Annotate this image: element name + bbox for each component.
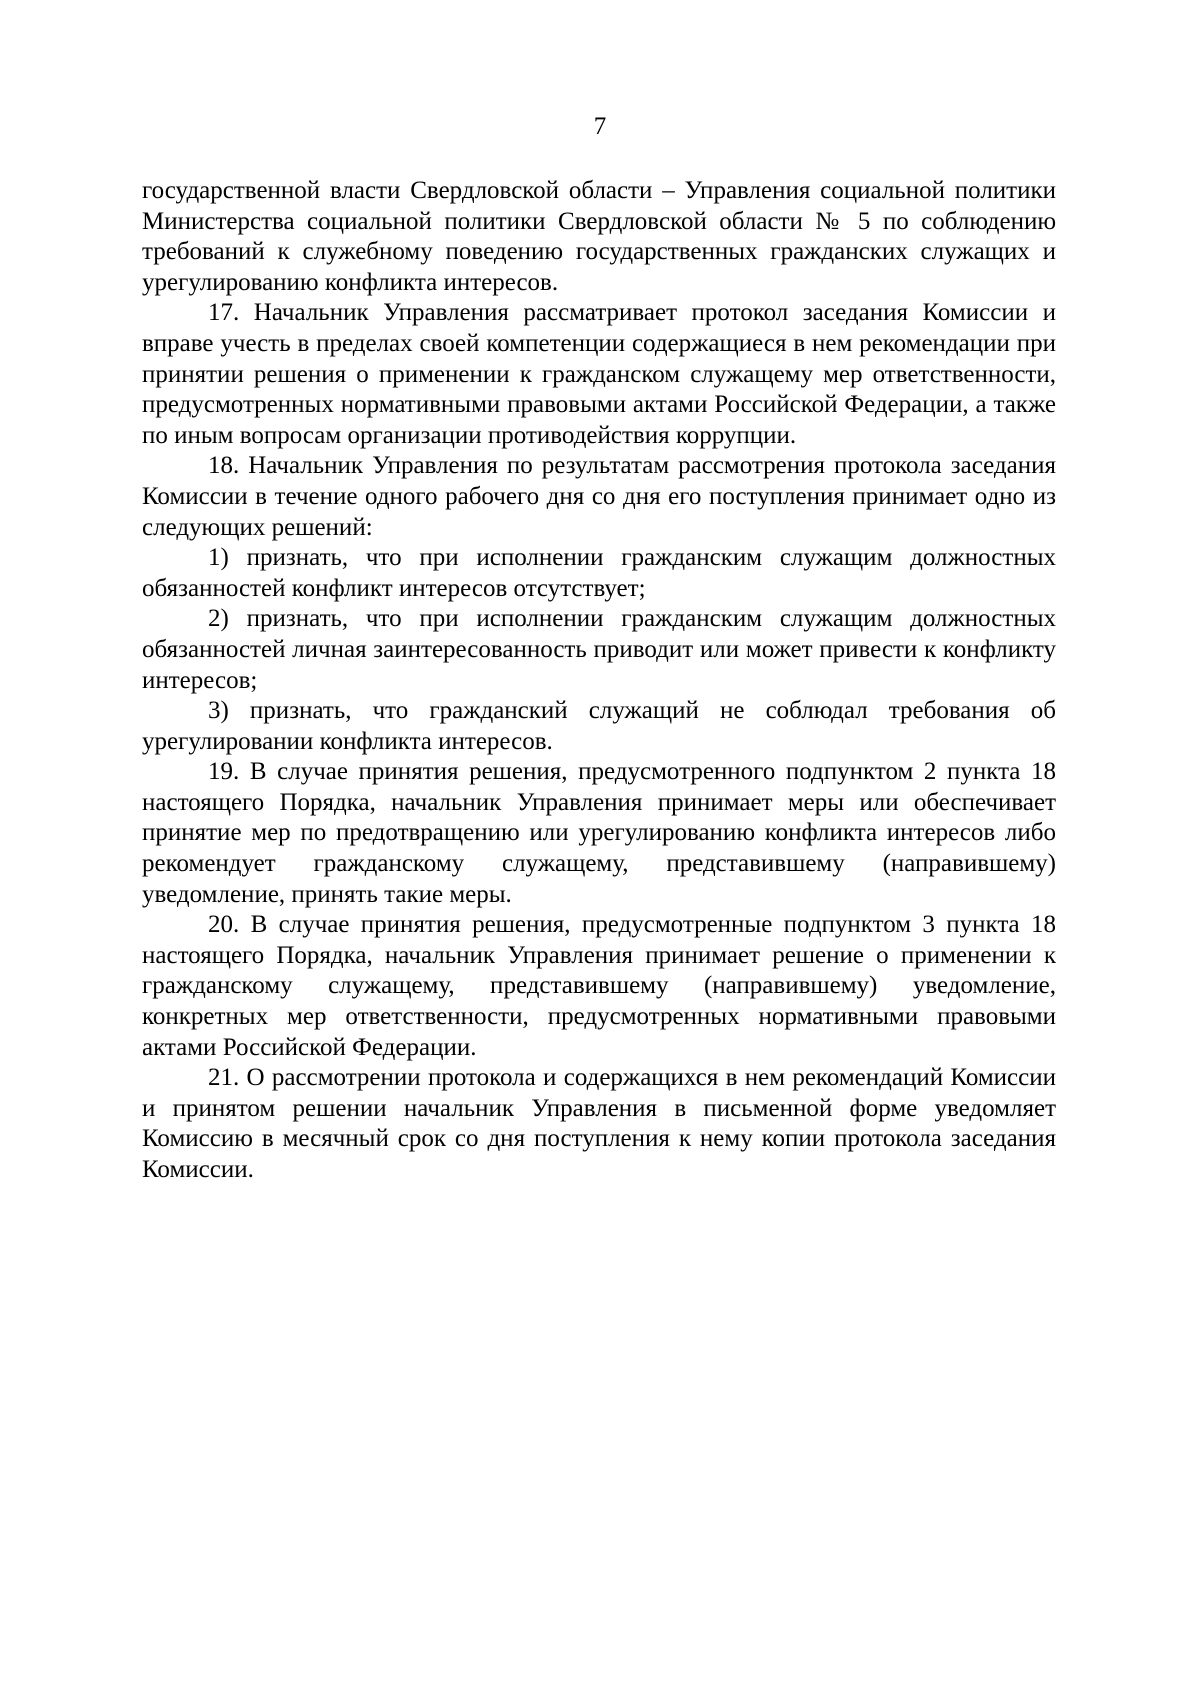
paragraph-19: 19. В случае принятия решения, предусмотренного подпунктом 2 пункта 18 настоящего Порядка, начальник Управления принимает меры или обеспечивает принятие мер по предотвращению или урегулированию конфликта интересов либо рекомендует гражданскому служащему, представившему (направившему) уведомление, принять такие меры. xyxy=(142,758,1056,908)
paragraph-17: 17. Начальник Управления рассматривает протокол заседания Комиссии и вправе учесть в пределах своей компетенции содержащиеся в нем рекомендации при принятии решения о применении к гражданском служащему мер ответственности, предусмотренных нормативными правовыми актами Российской Федерации, а также по иным вопросам организации противодействия коррупции. xyxy=(142,299,1056,449)
page-number: 7 xyxy=(593,113,607,140)
paragraph-18: 18. Начальник Управления по результатам рассмотрения протокола заседания Комиссии в течение одного рабочего дня со дня его поступления принимает одно из следующих решений: xyxy=(142,452,1056,541)
paragraph-20: 20. В случае принятия решения, предусмотренные подпунктом 3 пункта 18 настоящего Порядка, начальник Управления принимает решение о применении к гражданскому служащему, представившему (направившему) уведомление, конкретных мер ответственности, предусмотренных нормативными правовыми актами Российской Федерации. xyxy=(142,911,1056,1061)
paragraph-21: 21. О рассмотрении протокола и содержащихся в нем рекомендаций Комиссии и принятом решении начальник Управления в письменной форме уведомляет Комиссию в месячный срок со дня поступления к нему копии протокола заседания Комиссии. xyxy=(142,1064,1056,1183)
paragraph-18-item-2: 2) признать, что при исполнении гражданским служащим должностных обязанностей личная заинтересованность приводит или может привести к конфликту интересов; xyxy=(142,605,1056,694)
paragraph-continuation: государственной власти Свердловской области – Управления социальной политики Министерства социальной политики Свердловской области № 5 по соблюдению требований к служебному поведению государственных гражданских служащих и урегулированию конфликта интересов. xyxy=(142,177,1056,296)
paragraph-18-item-3: 3) признать, что гражданский служащий не соблюдал требования об урегулировании конфликта интересов. xyxy=(142,697,1056,755)
document-body xyxy=(142,176,1056,1186)
paragraph-18-item-1: 1) признать, что при исполнении гражданским служащим должностных обязанностей конфликт интересов отсутствует; xyxy=(142,544,1056,602)
